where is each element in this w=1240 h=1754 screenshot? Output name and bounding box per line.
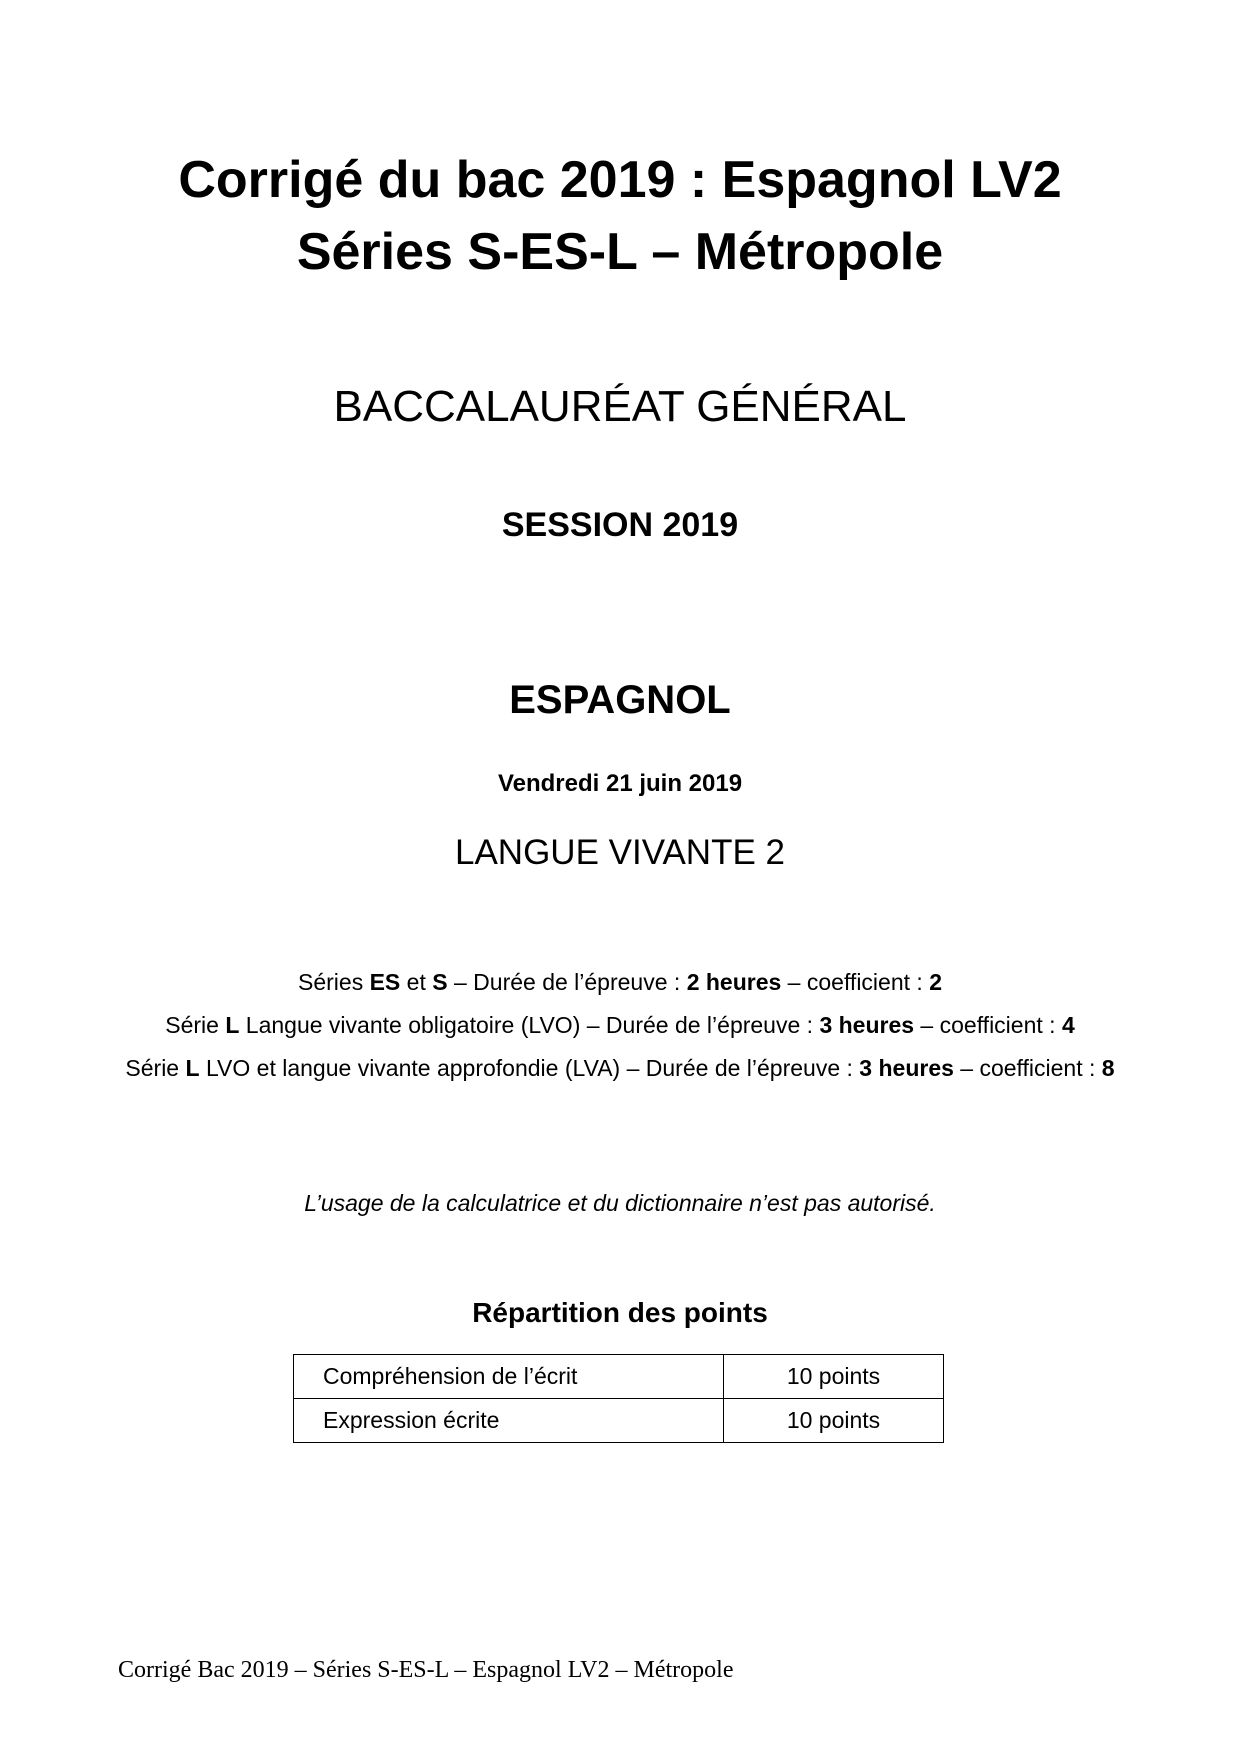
series-text: Série	[165, 1012, 226, 1038]
table-row	[294, 1399, 944, 1443]
exam-name: BACCALAURÉAT GÉNÉRAL	[333, 382, 907, 431]
section-points: 10 points	[724, 1399, 944, 1443]
series-line-l-lva	[0, 1055, 1240, 1082]
language-level: LANGUE VIVANTE 2	[454, 833, 785, 872]
series-text: – coefficient :	[781, 969, 930, 995]
page-footer: Corrigé Bac 2019 – Séries S-ES-L – Espagnol LV2 – Métropole	[118, 1657, 734, 1683]
series-duration: 3 heures	[859, 1055, 954, 1081]
section-points: 10 points	[724, 1355, 944, 1399]
exam-date: Vendredi 21 juin 2019	[497, 770, 743, 797]
series-coefficient: 2	[929, 969, 942, 995]
points-heading: Répartition des points	[472, 1297, 768, 1328]
series-duration: 3 heures	[819, 1012, 915, 1038]
session-label: SESSION 2019	[501, 506, 739, 544]
series-coefficient: 4	[1061, 1012, 1075, 1038]
title-line-1: Corrigé du bac 2019 : Espagnol LV2	[178, 151, 1062, 209]
series-duration: 2 heures	[686, 969, 782, 995]
section-name: Expression écrite	[294, 1399, 724, 1443]
subject-title: ESPAGNOL	[509, 678, 731, 722]
series-text: Série	[125, 1055, 186, 1081]
series-text: Langue vivante obligatoire (LVO) – Durée de l’épreuve :	[239, 1012, 820, 1038]
points-table	[293, 1354, 944, 1443]
series-bold: L	[225, 1012, 240, 1038]
series-coefficient: 8	[1101, 1055, 1115, 1081]
series-bold: S	[432, 969, 448, 995]
title-line-2: Séries S-ES-L – Métropole	[296, 223, 944, 281]
series-bold: L	[185, 1055, 200, 1081]
series-text: et	[400, 969, 433, 995]
calculator-note: L’usage de la calculatrice et du dictionnaire n’est pas autorisé.	[304, 1190, 936, 1216]
series-text: Séries	[298, 969, 370, 995]
series-text: – coefficient :	[914, 1012, 1062, 1038]
series-line-es-s	[0, 969, 1240, 996]
series-bold: ES	[369, 969, 401, 995]
series-text: – Durée de l’épreuve :	[447, 969, 687, 995]
table-row	[294, 1355, 944, 1399]
section-name: Compréhension de l’écrit	[294, 1355, 724, 1399]
series-text: – coefficient :	[953, 1055, 1102, 1081]
series-text: LVO et langue vivante approfondie (LVA) – Durée de l’épreuve :	[199, 1055, 860, 1081]
series-line-l-lvo	[0, 1012, 1240, 1039]
